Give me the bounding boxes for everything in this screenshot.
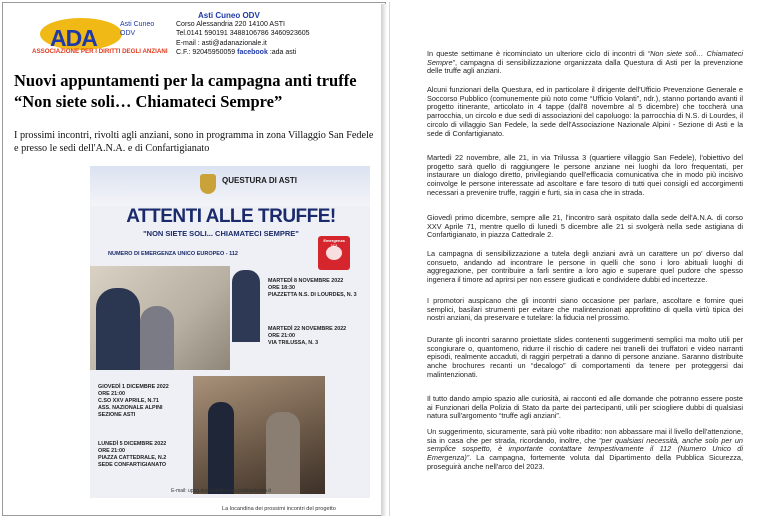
- event-3-address: C.SO XXV APRILE, N.71: [98, 398, 159, 404]
- event-3: [98, 384, 169, 419]
- tax-code-line: [176, 48, 310, 57]
- paragraph-5: La campagna di sensibilizzazione a tutela degli anziani avrà un carattere un po' diverso dal consueto, andando ad incontrare le persone in quelli che sono i loro abituali luoghi di aggregazione, per contribuire a farli sentire a loro agio e superare quel pudore che spesso ingenera il timore ad aprirsi per non essere giudicati e condividere dubbi ed incertezze.: [427, 249, 743, 285]
- logo-side-line2: ODV: [120, 30, 136, 37]
- event-2-date: MARTEDÌ 22 NOVEMBRE 2022: [268, 326, 347, 332]
- paragraph-3: Martedì 22 novembre, alle 21, in via Trilussa 3 (quartiere villaggio San Fedele), l'obiettivo del progetto sarà quello di raggiungere le persone anziane nei luoghi da loro frequentati, per instaurare un dialogo diretto, privilegiando quell'efficacia comunicativa che in modo più incisivo coinvolge le persone interessate ad ascoltare e fare tesoro di tutti quei consigli ed accorgimenti necessari a prevenire truffe, raggiri e furti, sia in casa che in strada.: [427, 153, 743, 197]
- poster-questura: QUESTURA DI ASTI: [222, 176, 297, 185]
- event-1: [268, 278, 357, 299]
- article-title: Nuovi appuntamenti per la campagna anti truffe “Non siete soli… Chiamateci Sempre”: [14, 71, 357, 111]
- paragraph-6: I promotori auspicano che gli incontri siano occasione per parlare, ascoltare e fornire quei semplici, basilari strumenti per evitare che malintenzionati approfittino di quella virtù tipica dei nostri anziani, da preservare e tutelare: la fiducia nel prossimo.: [427, 296, 743, 323]
- poster-emergency: NUMERO DI EMERGENZA UNICO EUROPEO - 112: [108, 251, 238, 257]
- ada-logo: [16, 18, 172, 56]
- police-officer-figure-3: [208, 402, 234, 494]
- paragraph-9-start: Un suggerimento, sicuramente, sarà più volte ribadito: non abbassare mai il livello dell'attenzione, sia in casa che per strada, ricordando, inoltre, che: [427, 427, 743, 445]
- contact-block: [176, 11, 310, 57]
- event-1-date: MARTEDÌ 8 NOVEMBRE 2022: [268, 278, 344, 284]
- event-3-section: SEZIONE ASTI: [98, 412, 136, 418]
- paragraph-1-end: , campagna di sensibilizzazione organizzata dalla Questura di Asti per la prevenzione delle truffe agli anziani.: [427, 57, 743, 76]
- paragraph-7: Durante gli incontri saranno proiettate slides contenenti suggerimenti semplici ma molto utili per scongiurare o, quantomeno, ridurre il rischio di cadere nei tranelli dei truffatori e video narranti episodi, realmente accaduti, di raggiri perpetrati a danno di persone anziane. Saranno distribuite anche brochures recanti un “decalogo” di comportamenti da tenere per proteggersi dai malintenzionati.: [427, 335, 743, 379]
- event-1-place: PIAZZETTA N.S. DI LOURDES, N. 3: [268, 292, 357, 298]
- elderly-person-figure-2: [266, 412, 300, 494]
- paragraph-1: [427, 50, 743, 76]
- address: Corso Alessandria 220 14100 ASTI: [176, 21, 285, 29]
- elderly-person-figure: [140, 306, 174, 370]
- poster-sky: [90, 166, 370, 206]
- paragraph-8: Il tutto dando ampio spazio alle curiosità, ai racconti ed alle domande che potranno essere poste ai Funzionari della Polizia di Stato da parte dei partecipanti, utili per sciogliere dubbi di qualsiasi natura sull'argomento “truffe agli anziani”.: [427, 394, 743, 421]
- telephone: Tel.0141 590191 3488106786 3460923605: [176, 30, 310, 38]
- event-1-time: ORE 18:30: [268, 285, 295, 291]
- event-3-date: GIOVEDÌ 1 DICEMBRE 2022: [98, 384, 169, 390]
- emergency-112-badge: [318, 236, 350, 270]
- event-2-place: VIA TRILUSSA, N. 3: [268, 340, 319, 346]
- logo-brand: ADA: [50, 25, 97, 51]
- tax-code: C.F.: 92045950059: [176, 48, 236, 56]
- campaign-name: “Non siete soli… Chiamateci Sempre”: [427, 49, 744, 67]
- police-officer-figure: [96, 288, 140, 370]
- police-officer-figure-2: [232, 270, 260, 342]
- event-3-time: ORE 21:00: [98, 391, 125, 397]
- article-intro: I prossimi incontri, rivolti agli anziani, sono in programma in zona Villaggio San Fedele e presso le sedi dell'A.N.A. e di Confartigianato: [14, 130, 374, 154]
- event-2: [268, 326, 346, 347]
- event-4-date: LUNEDÌ 5 DICEMBRE 2022: [98, 441, 167, 447]
- event-4: [98, 441, 166, 469]
- badge-mark-icon: [326, 246, 342, 260]
- poster-caption: La locandina dei prossimi incontri del progetto: [222, 506, 336, 512]
- event-4-address: PIAZZA CATTEDRALE, N.2: [98, 455, 167, 461]
- police-emblem-icon: [200, 174, 216, 194]
- paragraph-2: Alcuni funzionari della Questura, ed in particolare il dirigente dell'Ufficio Prevenzione Generale e Soccorso Pubblico (comunemente più noto come “Ufficio Volanti”, ndr.), stanno portando avanti il progetto itinerante, articolato in 4 tappe (dall'8 novembre al 5 dicembre) che toccherà una parrocchia, un circolo e due sedi di associazioni del capoluogo: la parrocchia di N.S. di Lourdes, il circolo di villaggio San Fedele, la sede dell'Associazione Nazionale Alpini - Sezione di Asti e la sede di Confartigianato.: [427, 85, 743, 138]
- event-4-time: ORE 21:00: [98, 448, 125, 454]
- logo-tagline: ASSOCIAZIONE PER I DIRITTI DEGLI ANZIANI: [32, 48, 168, 55]
- logo-side-line1: Asti Cuneo: [120, 21, 155, 28]
- event-2-time: ORE 21:00: [268, 333, 295, 339]
- paragraph-4: Giovedì primo dicembre, sempre alle 21, l'incontro sarà ospitato dalla sede dell'A.N.A. di corso XXV Aprile 71, mentre quello di lunedì 5 dicembre alle 21 si svolgerà nella sede astigiana di Confartigianato, in piazza Cattedrale 2.: [427, 213, 743, 240]
- poster-slogan: "NON SIETE SOLI... CHIAMATECI SEMPRE": [143, 229, 299, 238]
- event-3-venue: ASS. NAZIONALE ALPINI: [98, 405, 163, 411]
- quote-112: “per qualsiasi necessità, anche solo per un semplice sospetto, è importante contattare tempestivamente il 112 (Numero Unico di Emergenza)”: [427, 435, 743, 463]
- org-name: Asti Cuneo ODV: [198, 11, 260, 20]
- facebook-word: facebook: [237, 48, 268, 56]
- event-poster: [90, 166, 370, 498]
- paragraph-9-end: . La campagna, fortemente voluta dal Dipartimento della Pubblica Sicurezza, proseguirà anche nell'arco del 2023.: [427, 453, 743, 471]
- badge-text: Emergenza 112: [323, 238, 345, 248]
- poster-headline: ATTENTI ALLE TRUFFE!: [126, 206, 336, 227]
- logo-side-text: [120, 20, 154, 38]
- email-contact: E-mail : asti@adanazionale.it: [176, 39, 267, 47]
- poster-email: E-mail: uppg.quest.at@pecps.poliziadistato.it: [171, 488, 271, 494]
- paragraph-1-start: In queste settimane è ricominciato un ulteriore ciclo di incontri di: [427, 49, 648, 58]
- page-shadow: [381, 4, 387, 516]
- paragraph-9: [427, 428, 743, 472]
- facebook-page: :ada asti: [269, 48, 297, 56]
- event-4-venue: SEDE CONFARTIGIANATO: [98, 462, 167, 468]
